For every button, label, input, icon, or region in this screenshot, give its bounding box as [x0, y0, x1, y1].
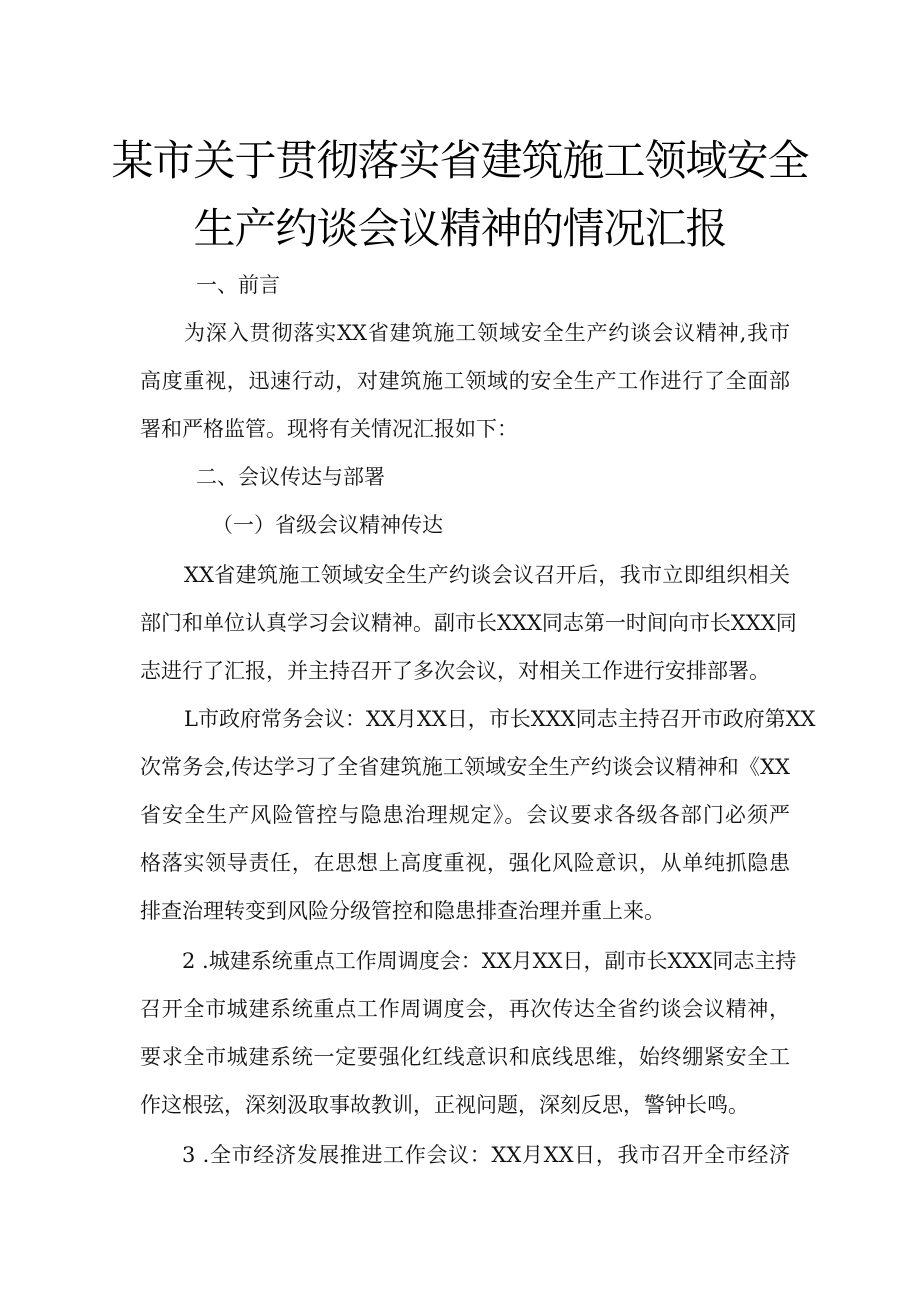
document-title-line-1: 某市关于贯彻落实省建筑施工领域安全 [111, 136, 809, 185]
paragraph-line: 志进行了汇报，并主持召开了多次会议，对相关工作进行安排部署。 [140, 659, 770, 683]
paragraph-line: 次常务会,传达学习了全省建筑施工领域安全生产约谈会议精神和《XX [140, 755, 790, 779]
paragraph-line: 部门和单位认真学习会议精神。副市长XXX同志第一时间向市长XXX同 [140, 611, 797, 635]
section-heading-meeting: 二、会议传达与部署 [196, 465, 385, 489]
paragraph-line: 召开全市城建系统重点工作周调度会，再次传达全省约谈会议精神， [140, 997, 790, 1021]
paragraph-line: 作这根弦，深刻汲取事故教训，正视问题，深刻反思，警钟长鸣。 [140, 1093, 749, 1117]
paragraph-line: L市政府常务会议：XX月XX日，市长XXX同志主持召开市政府第XX [184, 707, 816, 731]
paragraph-line: XX省建筑施工领域安全生产约谈会议召开后，我市立即组织相关 [184, 563, 790, 587]
paragraph-line: 署和严格监管。现将有关情况汇报如下： [140, 417, 518, 441]
paragraph-line: 2 .城建系统重点工作周调度会：XX月XX日，副市长XXX同志主持 [182, 949, 797, 973]
document-title-line-2: 生产约谈会议精神的情况汇报 [193, 204, 727, 253]
paragraph-line: 省安全生产风险管控与隐患治理规定》。会议要求各级各部门必须严 [140, 803, 790, 827]
paragraph-line: 为深入贯彻落实XX省建筑施工领域安全生产约谈会议精神,我市 [184, 321, 790, 345]
paragraph-line: 排查治理转变到风险分级管控和隐患排查治理并重上来。 [140, 899, 665, 923]
paragraph-line: 3 .全市经济发展推进工作会议：XX月XX日，我市召开全市经济 [182, 1143, 790, 1167]
paragraph-line: 要求全市城建系统一定要强化红线意识和底线思维，始终绷紧安全工 [140, 1045, 790, 1069]
paragraph-line: 高度重视，迅速行动，对建筑施工领域的安全生产工作进行了全面部 [140, 369, 790, 393]
section-heading-preface: 一、前言 [196, 273, 280, 297]
subsection-heading: （一）省级会议精神传达 [212, 513, 443, 537]
paragraph-line: 格落实领导责任，在思想上高度重视，强化风险意识，从单纯抓隐患 [140, 851, 790, 875]
